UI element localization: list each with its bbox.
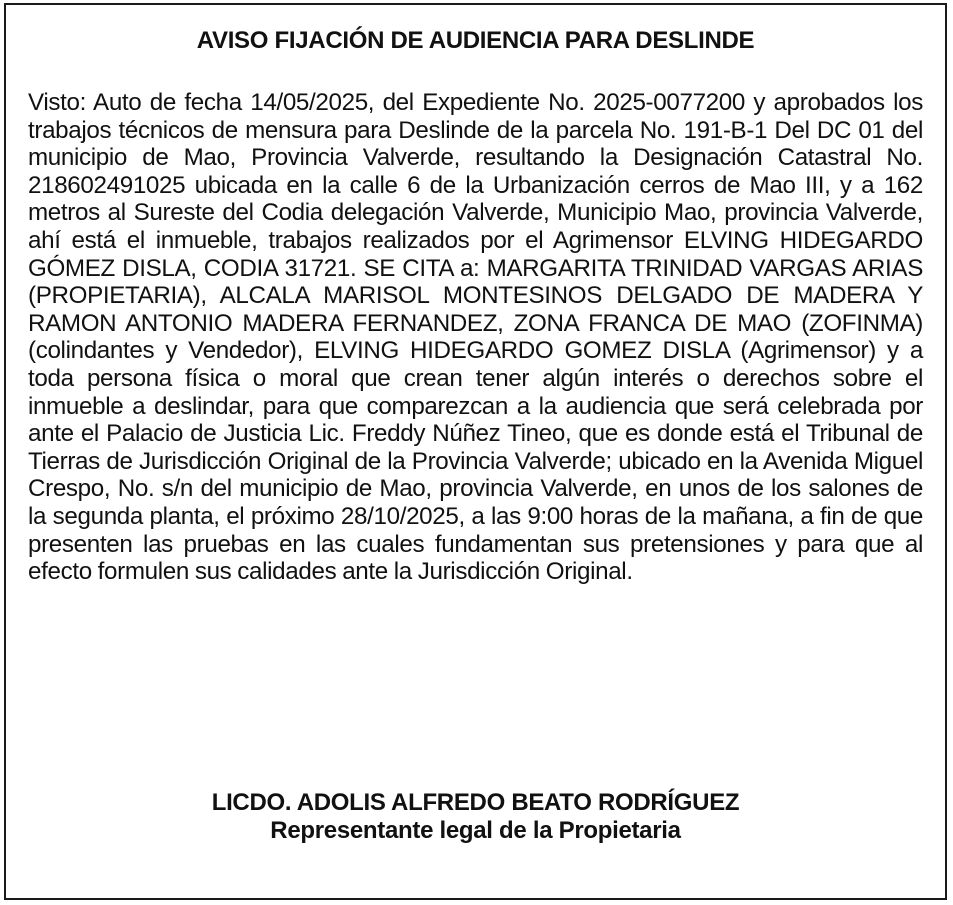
signatory-role: Representante legal de la Propietaria	[270, 817, 681, 844]
notice-body: Visto: Auto de fecha 14/05/2025, del Expediente No. 2025-0077200 y aprobados los trabajos técnicos de mensura para Deslinde de la parcela No. 191-B-1 Del DC 01 del municipio de Mao, Provincia Valverde, resultando la Designación Catastral No. 218602491025 ubicada en la calle 6 de la Urbanización cerros de Mao III, y a 162 metros al Sureste del Codia delegación Valverde, Municipio Mao, provincia Valverde, ahí está el inmueble, trabajos realizados por el Agrimensor ELVING HIDEGARDO GÓMEZ DISLA, CODIA 31721. SE CITA a: MARGARITA TRINIDAD VARGAS ARIAS (PROPIETARIA), ALCALA MARISOL MONTESINOS DELGADO DE MADERA Y RAMON ANTONIO MADERA FERNANDEZ, ZONA FRANCA DE MAO (ZOFINMA) (colindantes y Vendedor), ELVING HIDEGARDO GOMEZ DISLA (Agrimensor) y a toda persona física o moral que crean tener algún interés o derechos sobre el inmueble a deslindar, para que comparezcan a la audiencia que será celebrada por ante el Palacio de Justicia Lic. Freddy Núñez Tineo, que es donde está el Tribunal de Tierras de Jurisdicción Original de la Provincia Valverde; ubicado en la Avenida Miguel Crespo, No. s/n del municipio de Mao, provincia Valverde, en unos de los salones de la segunda planta, el próximo 28/10/2025, a las 9:00 horas de la mañana, a fin de que presenten las pruebas en las cuales fundamentan sus pretensiones y para que al efecto formulen sus calidades ante la Jurisdicción Original.	[28, 89, 923, 586]
notice-title: AVISO FIJACIÓN DE AUDIENCIA PARA DESLINDE	[196, 27, 755, 54]
legal-notice-box	[4, 3, 947, 900]
signature-block	[6, 789, 945, 845]
signatory-name: LICDO. ADOLIS ALFREDO BEATO RODRÍGUEZ	[211, 789, 740, 816]
